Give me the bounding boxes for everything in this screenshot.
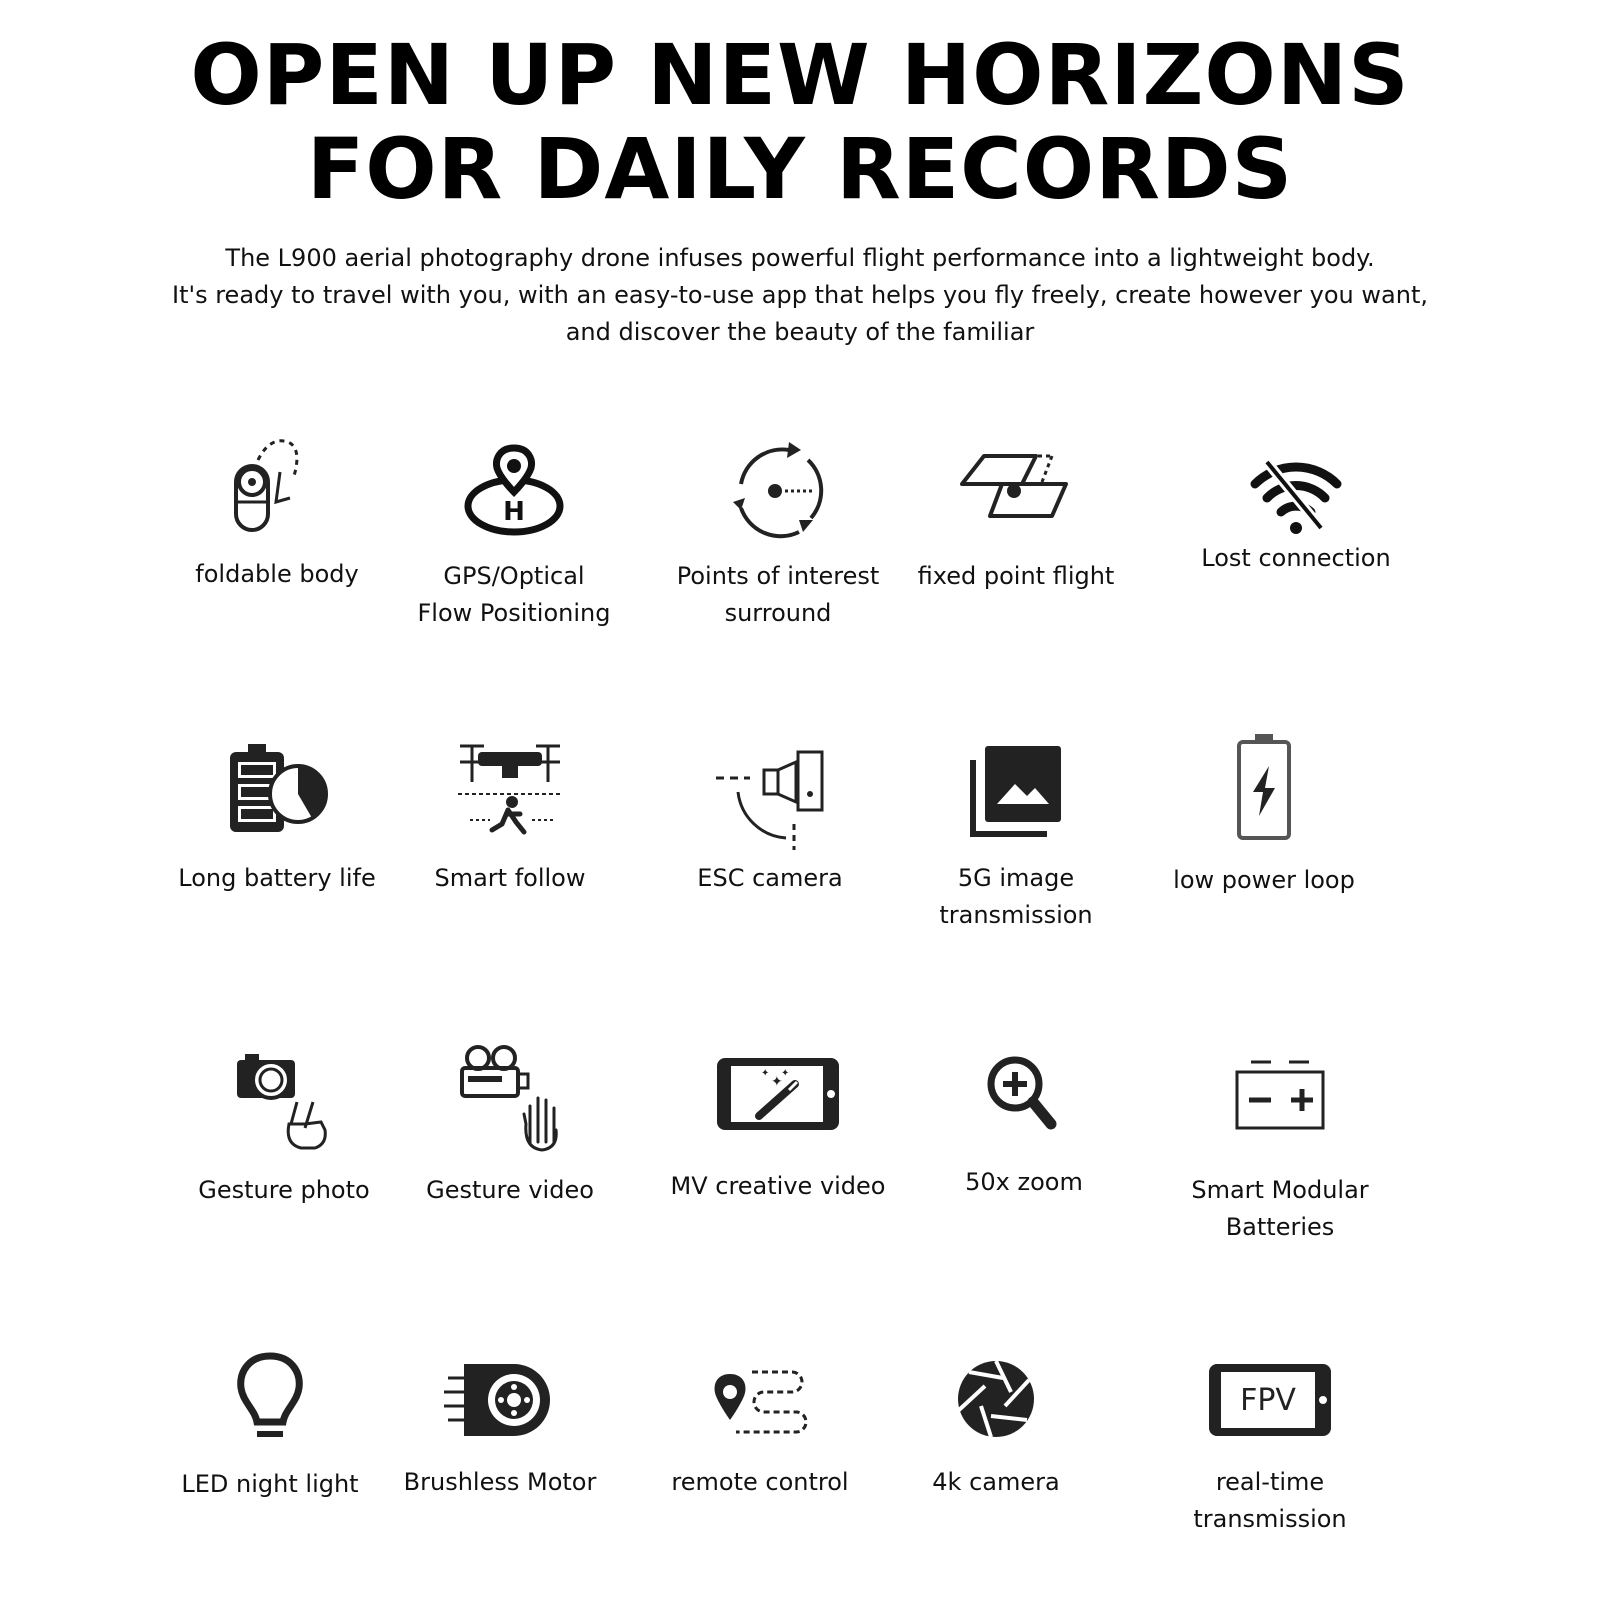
feature-label: 5G image transmission [939,864,1093,929]
feature-zoom [894,1044,1154,1201]
feature-label: fixed point flight [917,562,1115,590]
svg-text:✦: ✦ [781,1068,790,1079]
smart-follow-icon [450,738,570,848]
feature-fixed-point [886,436,1146,595]
feature-poi [648,436,908,632]
feature-label: Brushless Motor [403,1468,597,1496]
feature-label: 50x zoom [965,1168,1083,1196]
feature-label: Smart Modular Batteries [1191,1176,1369,1241]
feature-low-power [1134,728,1394,899]
bulb-icon [215,1344,325,1454]
feature-4k-camera [866,1344,1126,1501]
feature-label: Lost connection [1201,544,1391,572]
feature-mv-video [648,1044,908,1205]
feature-gps [384,436,644,632]
mv-video-icon [713,1044,843,1154]
svg-text:✦: ✦ [771,1074,783,1090]
fixed-point-icon [956,436,1076,546]
feature-label: real-time transmission [1193,1468,1347,1533]
image-transmission-icon [961,738,1071,848]
modular-battery-icon [1225,1044,1335,1154]
feature-label: Smart follow [434,864,586,892]
feature-label: remote control [671,1468,849,1496]
intro-line-1: The L900 aerial photography drone infuses powerful flight performance into a lightweight body. [225,244,1375,272]
headline-line-1: OPEN UP NEW HORIZONS [190,26,1410,124]
motor-icon [440,1344,560,1454]
feature-realtime-transmission [1140,1344,1400,1538]
headline [0,28,1600,216]
feature-lost-connection [1166,436,1426,577]
aperture-icon [941,1344,1051,1454]
route-icon [700,1344,820,1454]
feature-label: Gesture photo [198,1176,370,1204]
feature-gesture-photo [154,1044,414,1209]
feature-image-transmission [886,738,1146,934]
feature-label: 4k camera [932,1468,1060,1496]
feature-label: MV creative video [670,1172,886,1200]
feature-foldable-body [147,436,407,593]
gps-pin-icon [459,436,569,546]
intro-text [0,240,1600,351]
fpv-text: FPV [1240,1383,1296,1418]
feature-label: ESC camera [697,864,843,892]
feature-modular-batteries [1150,1044,1410,1246]
feature-label: low power loop [1173,866,1355,894]
feature-label: foldable body [195,560,359,588]
battery-life-icon [222,738,332,848]
feature-esc-camera [640,738,900,897]
svg-text:✦: ✦ [761,1068,770,1079]
feature-brushless-motor [370,1344,630,1501]
esc-camera-icon [710,738,830,848]
wifi-off-icon [1241,436,1351,546]
feature-gesture-video [380,1044,640,1209]
feature-label: LED night light [181,1470,359,1498]
zoom-icon [969,1044,1079,1154]
intro-line-2: It's ready to travel with you, with an easy-to-use app that helps you fly freely, create however you want, [172,281,1428,309]
intro-line-3: and discover the beauty of the familiar [565,318,1035,346]
feature-battery-life [147,738,407,897]
gesture-photo-icon [229,1044,339,1154]
feature-smart-follow [380,738,640,897]
feature-label: Long battery life [178,864,376,892]
low-power-icon [1209,728,1319,848]
feature-led-light [140,1344,400,1503]
svg-text:H: H [503,497,525,527]
orbit-icon [723,436,833,546]
feature-label: Points of interest surround [676,562,880,627]
gesture-video-icon [450,1044,570,1154]
fpv-icon [1205,1344,1335,1454]
headline-line-2: FOR DAILY RECORDS [306,120,1294,218]
feature-remote-control [630,1344,890,1501]
foldable-body-icon [222,436,332,546]
feature-label: GPS/Optical Flow Positioning [417,562,611,627]
feature-label: Gesture video [426,1176,594,1204]
